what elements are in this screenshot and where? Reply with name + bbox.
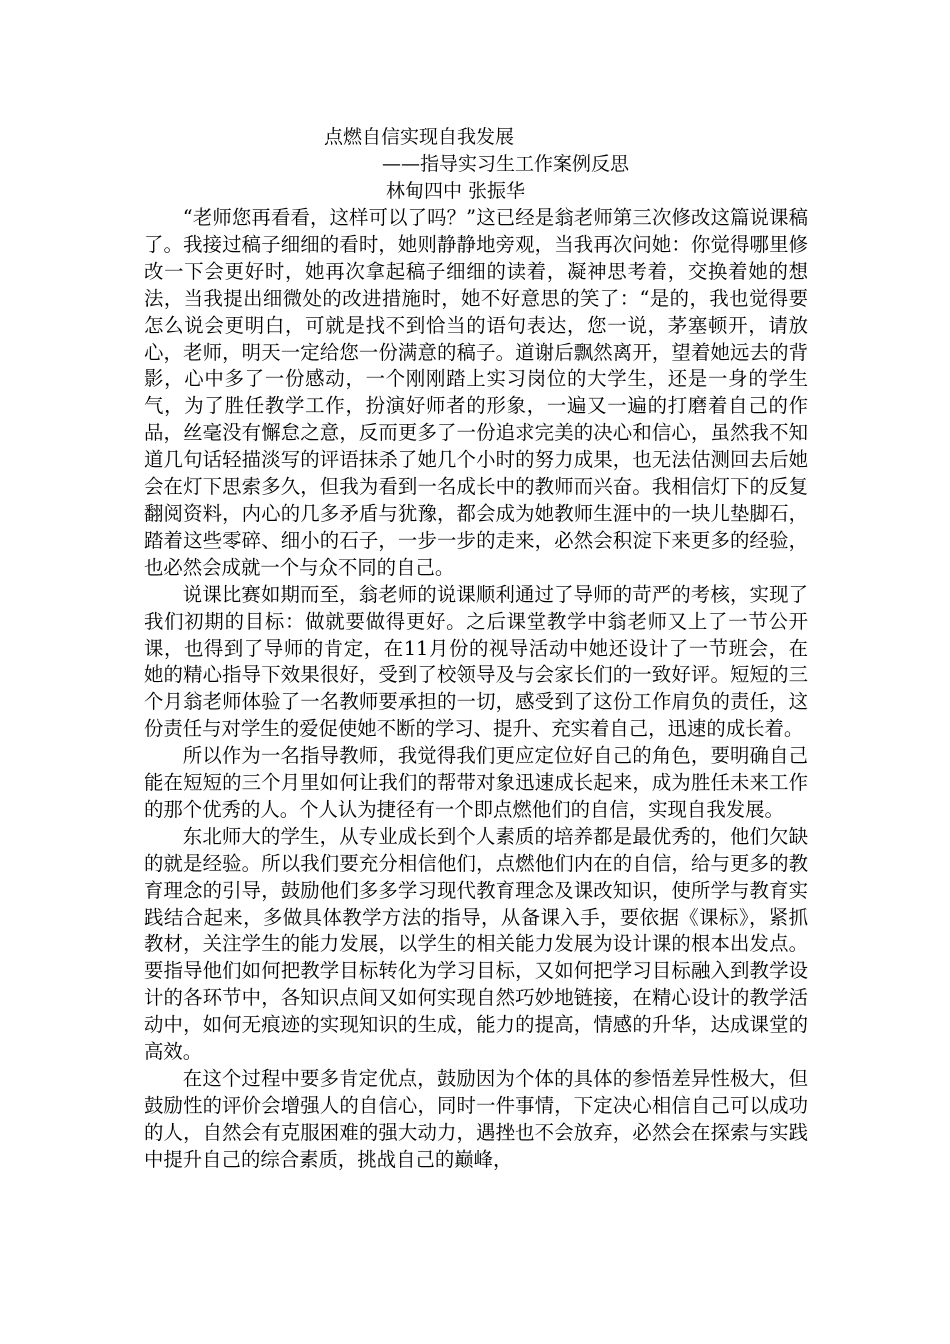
body-paragraph-4: 东北师大的学生，从专业成长到个人素质的培养都是最优秀的，他们欠缺的就是经验。所以我们要充分相信他们，点燃他们内在的自信，给与更多的教育理念的引导，鼓励他们多多学习现代教育理念及课改知识，使所学与教育实践结合起来，多做具体教学方法的指导，从备课入手，要依据《课标》，紧抓教材，关注学生的能力发展，以学生的相关能力发展为设计课的根本出发点。要指导他们如何把教学目标转化为学习目标，又如何把学习目标融入到教学设计的各环节中，各知识点间又如何实现自然巧妙地链接，在精心设计的教学活动中，如何无痕迹的实现知识的生成，能力的提高，情感的升华，达成课堂的高效。 — [144, 824, 808, 1064]
document-page — [144, 124, 808, 1174]
document-title: 点燃自信实现自我发展 — [324, 126, 515, 148]
body-paragraph-3: 所以作为一名指导教师，我觉得我们更应定位好自己的角色，要明确自己能在短短的三个月里如何让我们的帮带对象迅速成长起来，成为胜任未来工作的那个优秀的人。个人认为捷径有一个即点燃他们的自信，实现自我发展。 — [144, 744, 808, 821]
body-paragraph-5: 在这个过程中要多肯定优点，鼓励因为个体的具体的参悟差异性极大，但鼓励性的评价会增强人的自信心，同时一件事情，下定决心相信自己可以成功的人，自然会有克服困难的强大动力，遇挫也不会放弃，必然会在探索与实践中提升自己的综合素质，挑战自己的巅峰， — [144, 1067, 808, 1171]
document-subtitle: ——指导实习生工作案例反思 — [382, 153, 630, 175]
body-paragraph-2: 说课比赛如期而至，翁老师的说课顺利通过了导师的苛严的考核，实现了我们初期的目标：做就要做得更好。之后课堂教学中翁老师又上了一节公开课，也得到了导师的肯定，在11月份的视导活动中她还设计了一节班会，在她的精心指导下效果很好，受到了校领导及与会家长们的一致好评。短短的三个月翁老师体验了一名教师要承担的一切，感受到了这份工作肩负的责任，这份责任与对学生的爱促使她不断的学习、提升、充实着自己，迅速的成长着。 — [144, 582, 808, 741]
document-author: 林甸四中 张振华 — [386, 180, 526, 202]
body-paragraph-1: “老师您再看看，这样可以了吗？”这已经是翁老师第三次修改这篇说课稿了。我接过稿子细细的看时，她则静静地旁观，当我再次问她：你觉得哪里修改一下会更好时，她再次拿起稿子细细的读着，凝神思考着，交换着她的想法，当我提出细微处的改进措施时，她不好意思的笑了：“是的，我也觉得要怎么说会更明白，可就是找不到恰当的语句表达，您一说，茅塞顿开，请放心，老师，明天一定给您一份满意的稿子。道谢后飘然离开，望着她远去的背影，心中多了一份感动，一个刚刚踏上实习岗位的大学生，还是一身的学生气，为了胜任教学工作，扮演好师者的形象，一遍又一遍的打磨着自己的作品，丝毫没有懈怠之意，反而更多了一份追求完美的决心和信心，虽然我不知道几句话轻描淡写的评语抹杀了她几个小时的努力成果，也无法估测回去后她会在灯下思索多久，但我为看到一名成长中的教师而兴奋。我相信灯下的反复翻阅资料，内心的几多矛盾与犹豫，都会成为她教师生涯中的一块儿垫脚石，踏着这些零碎、细小的石子，一步一步的走来，必然会积淀下来更多的经验，也必然会成就一个与众不同的自己。 — [144, 206, 808, 579]
